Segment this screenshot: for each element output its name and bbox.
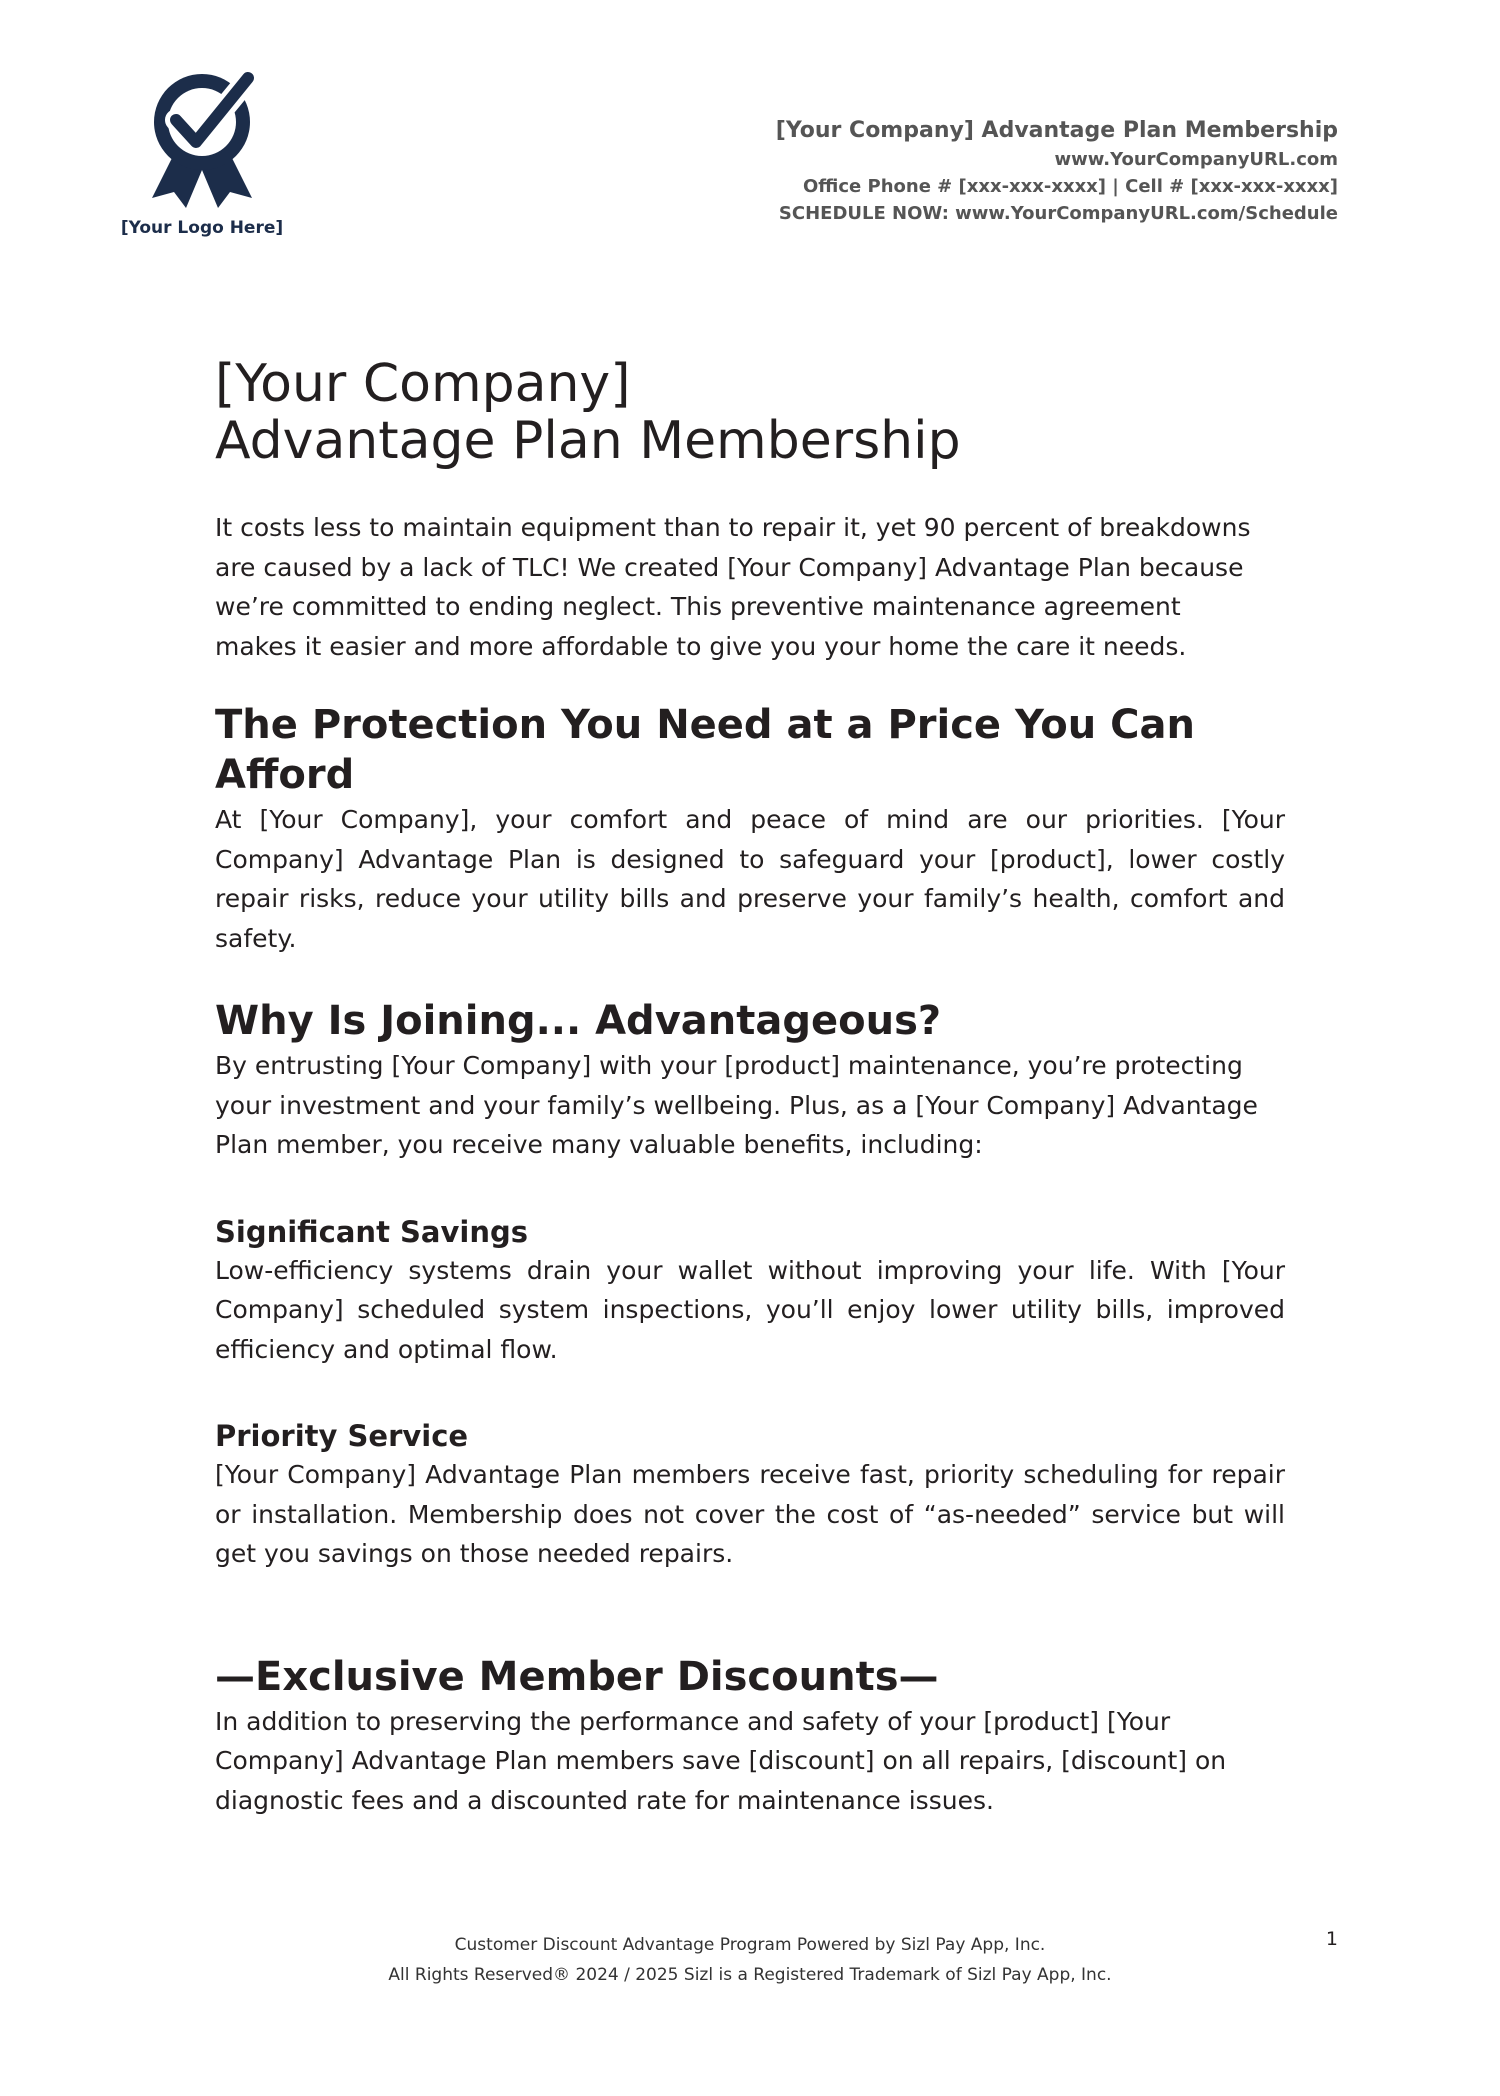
company-logo	[120, 66, 284, 238]
why-joining-heading: Why Is Joining... Advantageous?	[215, 998, 942, 1044]
why-joining-paragraph: By entrusting [Your Company] with your [product] maintenance, you’re protecting your investment and your family’s wellbeing. Plus, as a [Your Company] Advantage Plan member, you receive many valuable benefits, including:	[215, 1051, 1258, 1159]
savings-heading: Significant Savings	[215, 1214, 528, 1249]
savings-paragraph: Low-efficiency systems drain your wallet without improving your life. With [Your Company] scheduled system inspections, you’ll enjoy lower utility bills, improved efficiency and optimal flow.	[215, 1255, 1285, 1364]
protection-paragraph: At [Your Company], your comfort and peace of mind are our priorities. [Your Company] Advantage Plan is designed to safeguard your [product], lower costly repair risks, reduce your utility bills and preserve your family’s health, comfort and safety.	[215, 805, 1285, 953]
page-footer	[0, 1930, 1500, 1990]
discounts-paragraph: In addition to preserving the performance and safety of your [product] [Your Company] Advantage Plan members save [discount] on all repairs, [discount] on diagnostic fees and a discounted rate for maintenance issues.	[215, 1706, 1227, 1815]
logo-placeholder-text: [Your Logo Here]	[120, 218, 284, 238]
header-title: [Your Company] Advantage Plan Membership	[775, 118, 1338, 143]
footer-line-2: All Rights Reserved® 2024 / 2025 Sizl is a Registered Trademark of Sizl Pay App, Inc.	[388, 1965, 1112, 1985]
title-line-1: [Your Company]	[215, 354, 631, 414]
page-number: 1	[1325, 1928, 1338, 1950]
priority-paragraph: [Your Company] Advantage Plan members receive fast, priority scheduling for repair or installation. Membership does not cover the cost of “as-needed” service but will get you savings on those needed repairs.	[215, 1460, 1285, 1568]
title-line-2: Advantage Plan Membership	[215, 411, 961, 471]
page-title	[215, 356, 1285, 470]
protection-heading: The Protection You Need at a Price You Can Afford	[215, 702, 1195, 798]
document-body	[215, 356, 1285, 1820]
footer-line-1: Customer Discount Advantage Program Powered by Sizl Pay App, Inc.	[454, 1935, 1046, 1955]
check-badge-icon	[140, 66, 264, 208]
priority-heading: Priority Service	[215, 1419, 469, 1453]
header-schedule: SCHEDULE NOW: www.YourCompanyURL.com/Schedule	[778, 203, 1338, 224]
page-header	[776, 116, 1338, 227]
header-url: www.YourCompanyURL.com	[1054, 149, 1338, 170]
header-phone: Office Phone # [xxx-xxx-xxxx] | Cell # [xxx-xxx-xxxx]	[802, 176, 1338, 197]
discounts-heading: —Exclusive Member Discounts—	[215, 1653, 939, 1700]
intro-paragraph: It costs less to maintain equipment than to repair it, yet 90 percent of breakdowns are caused by a lack of TLC! We created [Your Company] Advantage Plan because we’re committed to ending neglect. This preventive maintenance agreement makes it easier and more affordable to give you your home the care it needs.	[215, 513, 1251, 661]
